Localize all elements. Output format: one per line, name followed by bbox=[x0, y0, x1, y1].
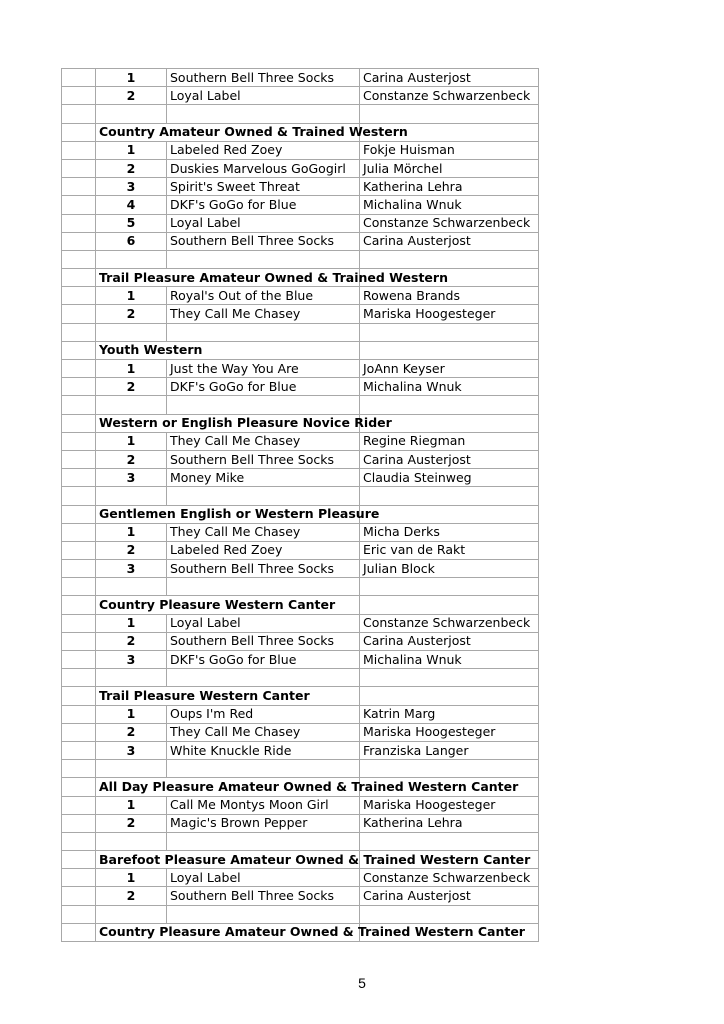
placing-cell: 1 bbox=[96, 523, 167, 541]
result-row bbox=[62, 159, 539, 177]
empty-cell bbox=[62, 323, 96, 341]
empty-cell bbox=[62, 923, 96, 941]
empty-cell bbox=[62, 851, 96, 869]
rider-name-cell: Michalina Wnuk bbox=[360, 651, 539, 669]
class-heading-row bbox=[62, 505, 539, 523]
horse-name-cell: Oups I'm Red bbox=[167, 705, 360, 723]
empty-cell bbox=[62, 632, 96, 650]
horse-name-cell: Southern Bell Three Socks bbox=[167, 632, 360, 650]
result-row bbox=[62, 523, 539, 541]
horse-name-cell: Loyal Label bbox=[167, 614, 360, 632]
empty-cell bbox=[96, 760, 167, 778]
spacer-row bbox=[62, 760, 539, 778]
empty-cell bbox=[62, 123, 96, 141]
rider-name-cell: Mariska Hoogesteger bbox=[360, 796, 539, 814]
horse-name-cell: DKF's GoGo for Blue bbox=[167, 651, 360, 669]
placing-cell: 4 bbox=[96, 196, 167, 214]
empty-cell bbox=[360, 341, 539, 359]
empty-cell bbox=[167, 250, 360, 268]
result-row bbox=[62, 796, 539, 814]
rider-name-cell: Carina Austerjost bbox=[360, 232, 539, 250]
result-row bbox=[62, 141, 539, 159]
rider-name-cell: Constanze Schwarzenbeck bbox=[360, 869, 539, 887]
empty-cell bbox=[62, 141, 96, 159]
empty-cell bbox=[62, 341, 96, 359]
result-row bbox=[62, 705, 539, 723]
result-row bbox=[62, 196, 539, 214]
placing-cell: 2 bbox=[96, 887, 167, 905]
empty-cell bbox=[62, 651, 96, 669]
spacer-row bbox=[62, 832, 539, 850]
empty-cell bbox=[62, 778, 96, 796]
result-row bbox=[62, 541, 539, 559]
empty-cell bbox=[62, 505, 96, 523]
rider-name-cell: Mariska Hoogesteger bbox=[360, 305, 539, 323]
empty-cell bbox=[360, 323, 539, 341]
class-heading: All Day Pleasure Amateur Owned & Trained Western Canter bbox=[96, 778, 360, 796]
class-heading-row bbox=[62, 341, 539, 359]
placing-cell: 1 bbox=[96, 432, 167, 450]
horse-name-cell: Loyal Label bbox=[167, 87, 360, 105]
empty-cell bbox=[62, 250, 96, 268]
rider-name-cell: Eric van de Rakt bbox=[360, 541, 539, 559]
horse-name-cell: Southern Bell Three Socks bbox=[167, 450, 360, 468]
empty-cell bbox=[62, 305, 96, 323]
empty-cell bbox=[167, 105, 360, 123]
horse-name-cell: DKF's GoGo for Blue bbox=[167, 196, 360, 214]
result-row bbox=[62, 723, 539, 741]
rider-name-cell: Fokje Huisman bbox=[360, 141, 539, 159]
placing-cell: 1 bbox=[96, 287, 167, 305]
empty-cell bbox=[62, 905, 96, 923]
class-heading-row bbox=[62, 778, 539, 796]
empty-cell bbox=[62, 796, 96, 814]
result-row bbox=[62, 814, 539, 832]
rider-name-cell: Constanze Schwarzenbeck bbox=[360, 614, 539, 632]
result-row bbox=[62, 360, 539, 378]
rider-name-cell: Carina Austerjost bbox=[360, 887, 539, 905]
placing-cell: 3 bbox=[96, 560, 167, 578]
horse-name-cell: Spirit's Sweet Threat bbox=[167, 178, 360, 196]
placing-cell: 1 bbox=[96, 360, 167, 378]
horse-name-cell: Labeled Red Zoey bbox=[167, 141, 360, 159]
rider-name-cell: Constanze Schwarzenbeck bbox=[360, 87, 539, 105]
placing-cell: 2 bbox=[96, 632, 167, 650]
empty-cell bbox=[360, 687, 539, 705]
horse-name-cell: Just the Way You Are bbox=[167, 360, 360, 378]
empty-cell bbox=[62, 159, 96, 177]
rider-name-cell: Micha Derks bbox=[360, 523, 539, 541]
rider-name-cell: Julian Block bbox=[360, 560, 539, 578]
empty-cell bbox=[360, 487, 539, 505]
horse-name-cell: They Call Me Chasey bbox=[167, 523, 360, 541]
empty-cell bbox=[360, 669, 539, 687]
empty-cell bbox=[62, 705, 96, 723]
horse-name-cell: White Knuckle Ride bbox=[167, 741, 360, 759]
empty-cell bbox=[62, 741, 96, 759]
rider-name-cell: Carina Austerjost bbox=[360, 69, 539, 87]
placing-cell: 1 bbox=[96, 796, 167, 814]
result-row bbox=[62, 614, 539, 632]
rider-name-cell: Rowena Brands bbox=[360, 287, 539, 305]
empty-cell bbox=[96, 669, 167, 687]
empty-cell bbox=[62, 614, 96, 632]
placing-cell: 1 bbox=[96, 69, 167, 87]
empty-cell bbox=[62, 669, 96, 687]
empty-cell bbox=[62, 578, 96, 596]
result-row bbox=[62, 469, 539, 487]
empty-cell bbox=[167, 832, 360, 850]
class-heading: Country Amateur Owned & Trained Western bbox=[96, 123, 360, 141]
result-row bbox=[62, 305, 539, 323]
spacer-row bbox=[62, 487, 539, 505]
empty-cell bbox=[62, 396, 96, 414]
empty-cell bbox=[62, 269, 96, 287]
horse-name-cell: Southern Bell Three Socks bbox=[167, 69, 360, 87]
result-row bbox=[62, 287, 539, 305]
class-heading: Youth Western bbox=[96, 341, 360, 359]
rider-name-cell: Franziska Langer bbox=[360, 741, 539, 759]
class-heading: Country Pleasure Western Canter bbox=[96, 596, 360, 614]
empty-cell bbox=[360, 578, 539, 596]
empty-cell bbox=[360, 596, 539, 614]
rider-name-cell: Mariska Hoogesteger bbox=[360, 723, 539, 741]
empty-cell bbox=[62, 560, 96, 578]
result-row bbox=[62, 741, 539, 759]
rider-name-cell: Katherina Lehra bbox=[360, 814, 539, 832]
empty-cell bbox=[62, 287, 96, 305]
empty-cell bbox=[62, 687, 96, 705]
placing-cell: 2 bbox=[96, 305, 167, 323]
empty-cell bbox=[62, 723, 96, 741]
class-heading: Barefoot Pleasure Amateur Owned & Trained Western Canter bbox=[96, 851, 360, 869]
spacer-row bbox=[62, 105, 539, 123]
horse-name-cell: Southern Bell Three Socks bbox=[167, 887, 360, 905]
horse-name-cell: They Call Me Chasey bbox=[167, 723, 360, 741]
class-heading-row bbox=[62, 269, 539, 287]
horse-name-cell: Magic's Brown Pepper bbox=[167, 814, 360, 832]
empty-cell bbox=[360, 505, 539, 523]
horse-name-cell: They Call Me Chasey bbox=[167, 305, 360, 323]
empty-cell bbox=[360, 832, 539, 850]
empty-cell bbox=[62, 432, 96, 450]
results-table bbox=[61, 68, 539, 942]
empty-cell bbox=[62, 523, 96, 541]
placing-cell: 1 bbox=[96, 614, 167, 632]
empty-cell bbox=[96, 105, 167, 123]
empty-cell bbox=[62, 487, 96, 505]
placing-cell: 2 bbox=[96, 541, 167, 559]
placing-cell: 3 bbox=[96, 469, 167, 487]
empty-cell bbox=[167, 487, 360, 505]
page-number: 5 bbox=[358, 975, 366, 991]
class-heading: Trail Pleasure Amateur Owned & Trained Western bbox=[96, 269, 360, 287]
placing-cell: 5 bbox=[96, 214, 167, 232]
rider-name-cell: Katrin Marg bbox=[360, 705, 539, 723]
empty-cell bbox=[96, 905, 167, 923]
horse-name-cell: They Call Me Chasey bbox=[167, 432, 360, 450]
spacer-row bbox=[62, 250, 539, 268]
spacer-row bbox=[62, 323, 539, 341]
rider-name-cell: Claudia Steinweg bbox=[360, 469, 539, 487]
empty-cell bbox=[96, 323, 167, 341]
spacer-row bbox=[62, 396, 539, 414]
horse-name-cell: Loyal Label bbox=[167, 869, 360, 887]
empty-cell bbox=[62, 69, 96, 87]
class-heading: Country Pleasure Amateur Owned & Trained Western Canter bbox=[96, 923, 360, 941]
rider-name-cell: Michalina Wnuk bbox=[360, 378, 539, 396]
result-row bbox=[62, 887, 539, 905]
empty-cell bbox=[96, 578, 167, 596]
empty-cell bbox=[62, 378, 96, 396]
empty-cell bbox=[167, 578, 360, 596]
empty-cell bbox=[62, 869, 96, 887]
empty-cell bbox=[62, 832, 96, 850]
empty-cell bbox=[96, 832, 167, 850]
rider-name-cell: Katherina Lehra bbox=[360, 178, 539, 196]
class-heading: Trail Pleasure Western Canter bbox=[96, 687, 360, 705]
empty-cell bbox=[167, 669, 360, 687]
class-heading-row bbox=[62, 923, 539, 941]
placing-cell: 3 bbox=[96, 651, 167, 669]
empty-cell bbox=[62, 541, 96, 559]
empty-cell bbox=[62, 596, 96, 614]
result-row bbox=[62, 69, 539, 87]
empty-cell bbox=[62, 760, 96, 778]
empty-cell bbox=[96, 396, 167, 414]
class-heading-row bbox=[62, 123, 539, 141]
results-table-body bbox=[62, 69, 539, 942]
result-row bbox=[62, 178, 539, 196]
rider-name-cell: Julia Mörchel bbox=[360, 159, 539, 177]
placing-cell: 2 bbox=[96, 159, 167, 177]
empty-cell bbox=[62, 105, 96, 123]
empty-cell bbox=[62, 178, 96, 196]
result-row bbox=[62, 378, 539, 396]
empty-cell bbox=[62, 450, 96, 468]
empty-cell bbox=[62, 232, 96, 250]
placing-cell: 2 bbox=[96, 814, 167, 832]
empty-cell bbox=[360, 760, 539, 778]
empty-cell bbox=[62, 87, 96, 105]
class-heading-row bbox=[62, 596, 539, 614]
empty-cell bbox=[167, 323, 360, 341]
empty-cell bbox=[62, 814, 96, 832]
empty-cell bbox=[167, 905, 360, 923]
placing-cell: 2 bbox=[96, 378, 167, 396]
placing-cell: 3 bbox=[96, 741, 167, 759]
class-heading-row bbox=[62, 687, 539, 705]
horse-name-cell: Royal's Out of the Blue bbox=[167, 287, 360, 305]
class-heading-row bbox=[62, 851, 539, 869]
result-row bbox=[62, 214, 539, 232]
rider-name-cell: Carina Austerjost bbox=[360, 450, 539, 468]
placing-cell: 6 bbox=[96, 232, 167, 250]
empty-cell bbox=[167, 760, 360, 778]
empty-cell bbox=[96, 250, 167, 268]
horse-name-cell: Loyal Label bbox=[167, 214, 360, 232]
result-row bbox=[62, 87, 539, 105]
rider-name-cell: Carina Austerjost bbox=[360, 632, 539, 650]
result-row bbox=[62, 232, 539, 250]
horse-name-cell: Labeled Red Zoey bbox=[167, 541, 360, 559]
placing-cell: 1 bbox=[96, 869, 167, 887]
rider-name-cell: Regine Riegman bbox=[360, 432, 539, 450]
empty-cell bbox=[360, 905, 539, 923]
empty-cell bbox=[62, 214, 96, 232]
rider-name-cell: JoAnn Keyser bbox=[360, 360, 539, 378]
result-row bbox=[62, 632, 539, 650]
result-row bbox=[62, 432, 539, 450]
horse-name-cell: Duskies Marvelous GoGogirl bbox=[167, 159, 360, 177]
spacer-row bbox=[62, 669, 539, 687]
placing-cell: 2 bbox=[96, 723, 167, 741]
horse-name-cell: Southern Bell Three Socks bbox=[167, 232, 360, 250]
spacer-row bbox=[62, 578, 539, 596]
empty-cell bbox=[62, 469, 96, 487]
placing-cell: 2 bbox=[96, 450, 167, 468]
spacer-row bbox=[62, 905, 539, 923]
horse-name-cell: Call Me Montys Moon Girl bbox=[167, 796, 360, 814]
horse-name-cell: Money Mike bbox=[167, 469, 360, 487]
empty-cell bbox=[62, 196, 96, 214]
empty-cell bbox=[360, 105, 539, 123]
result-row bbox=[62, 869, 539, 887]
result-row bbox=[62, 560, 539, 578]
empty-cell bbox=[62, 414, 96, 432]
empty-cell bbox=[96, 487, 167, 505]
placing-cell: 3 bbox=[96, 178, 167, 196]
horse-name-cell: DKF's GoGo for Blue bbox=[167, 378, 360, 396]
rider-name-cell: Michalina Wnuk bbox=[360, 196, 539, 214]
empty-cell bbox=[360, 250, 539, 268]
empty-cell bbox=[167, 396, 360, 414]
horse-name-cell: Southern Bell Three Socks bbox=[167, 560, 360, 578]
empty-cell bbox=[62, 360, 96, 378]
class-heading: Western or English Pleasure Novice Rider bbox=[96, 414, 360, 432]
placing-cell: 1 bbox=[96, 705, 167, 723]
placing-cell: 1 bbox=[96, 141, 167, 159]
result-row bbox=[62, 450, 539, 468]
class-heading-row bbox=[62, 414, 539, 432]
rider-name-cell: Constanze Schwarzenbeck bbox=[360, 214, 539, 232]
empty-cell bbox=[62, 887, 96, 905]
class-heading: Gentlemen English or Western Pleasure bbox=[96, 505, 360, 523]
result-row bbox=[62, 651, 539, 669]
empty-cell bbox=[360, 396, 539, 414]
placing-cell: 2 bbox=[96, 87, 167, 105]
